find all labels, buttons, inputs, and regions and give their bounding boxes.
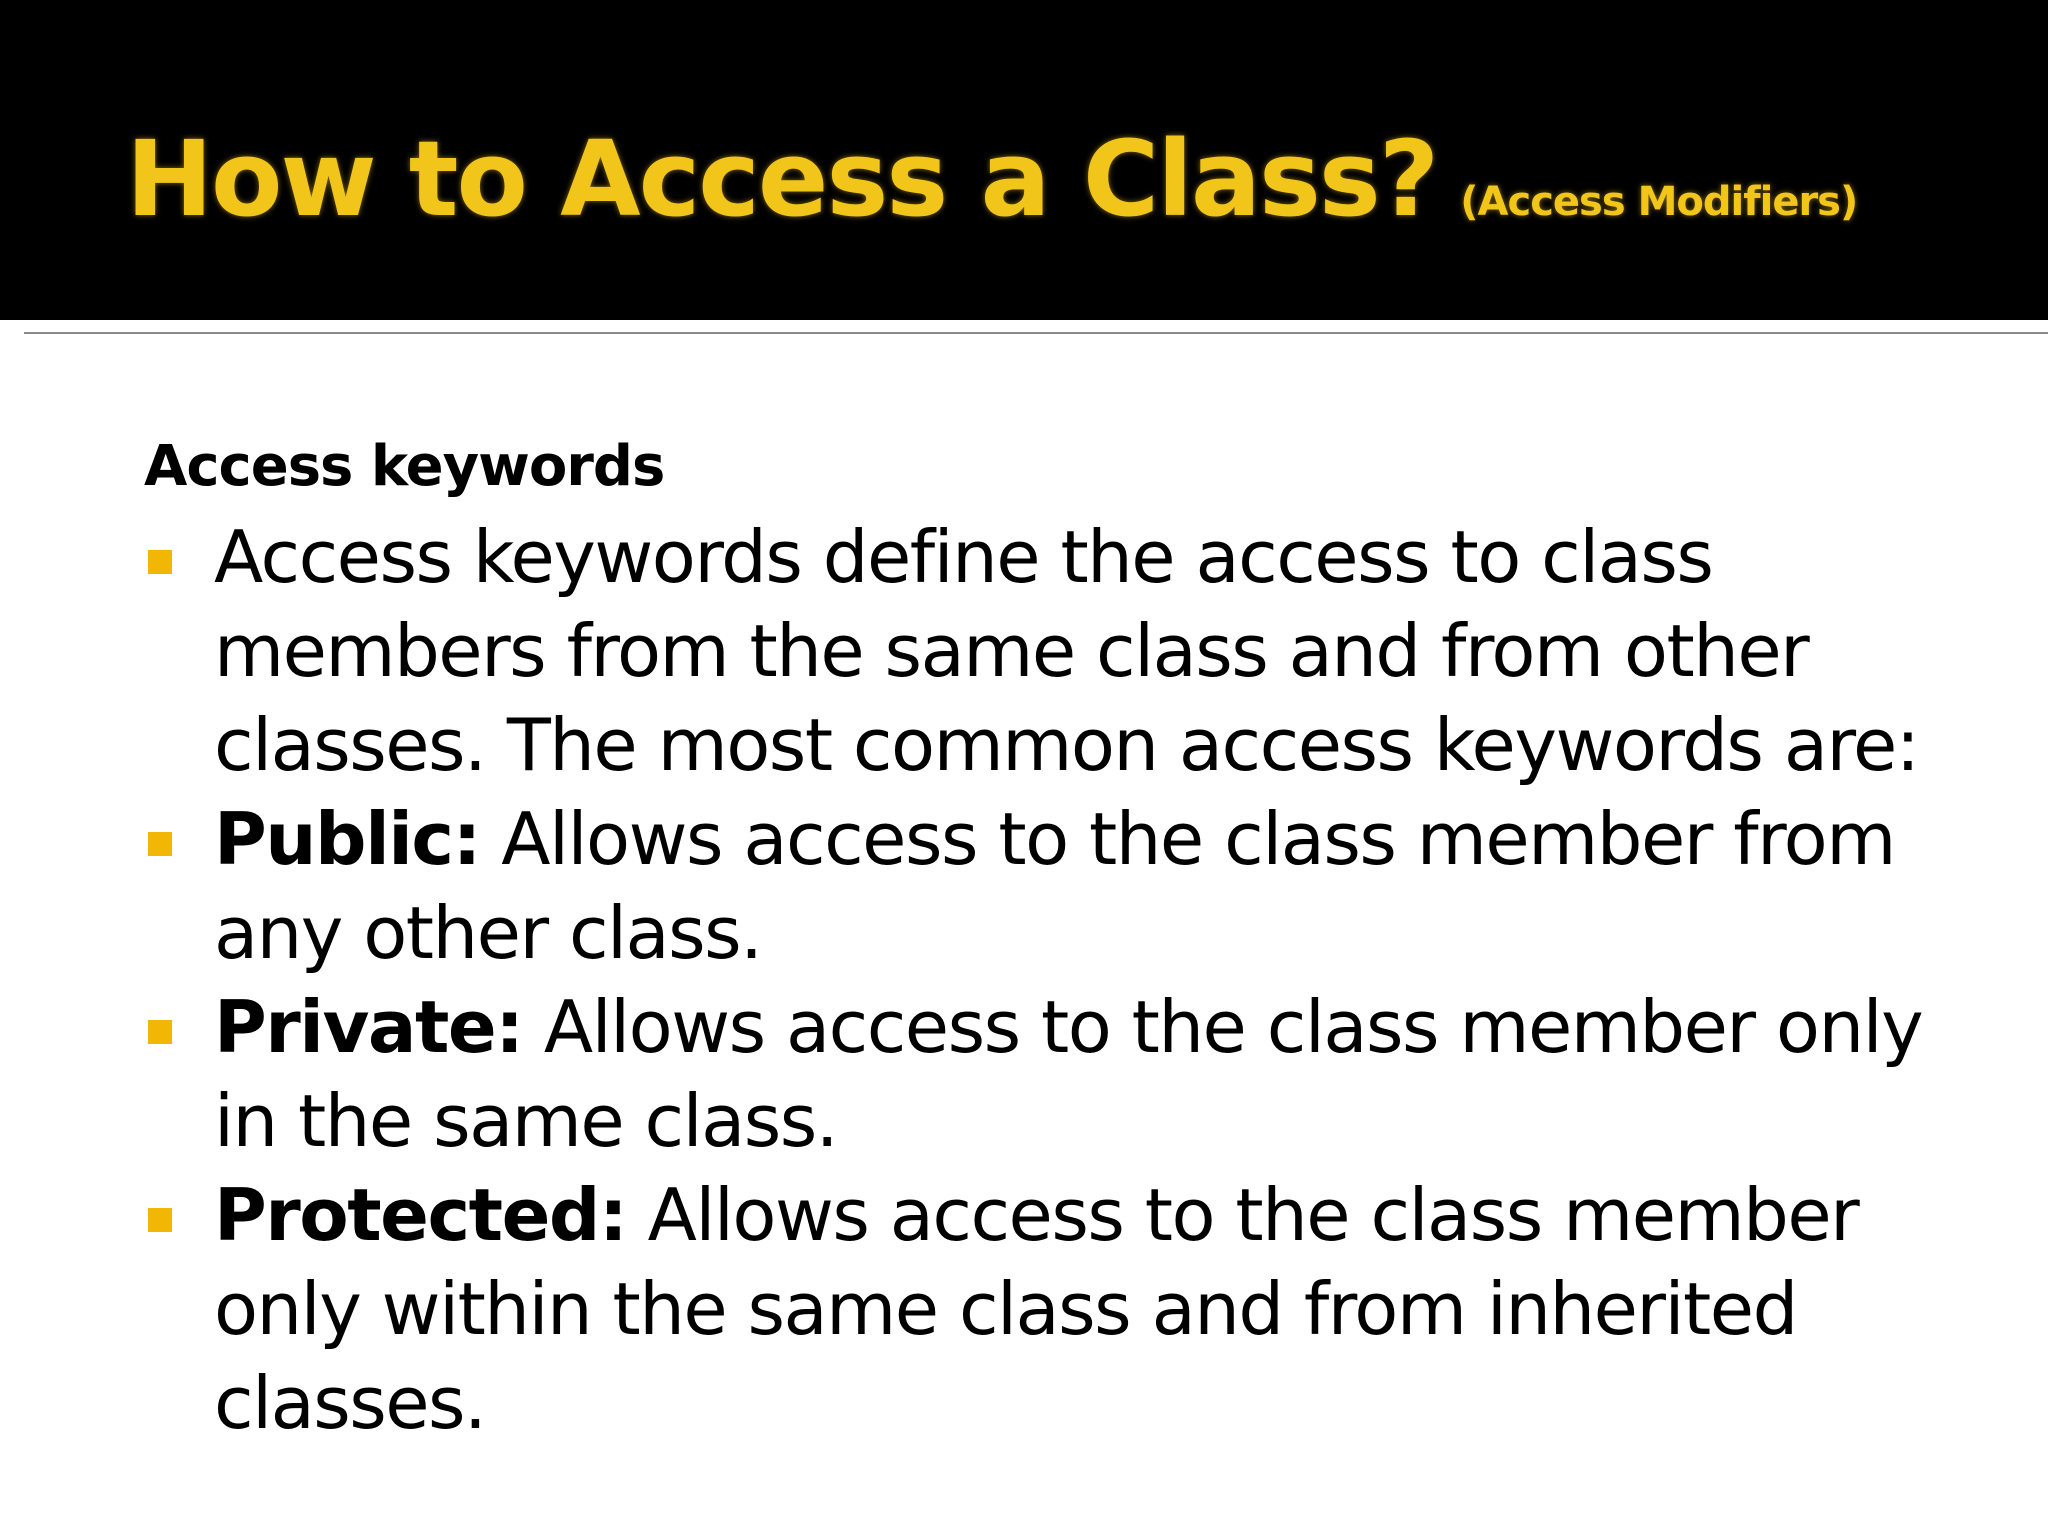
bullet-text: Access keywords define the access to class members from the same class and from other classes. The most common access keywords are: [214,515,1919,787]
square-bullet-icon [148,550,172,574]
title-subtitle: (Access Modifiers) [1460,179,1858,225]
slide-title [126,118,1857,240]
title-main: How to Access a Class? [126,118,1438,240]
bullet-list [144,510,2004,1450]
square-bullet-icon [148,1208,172,1232]
square-bullet-icon [148,1020,172,1044]
bullet-text: Allows access to the class member only in the same class. [214,985,1923,1163]
bullet-item-public [144,792,2004,980]
bullet-text: Allows access to the class member from any other class. [214,797,1895,975]
bullet-item-intro [144,510,2004,792]
title-bar [0,0,2048,320]
bullet-term: Private: [214,985,523,1069]
content-heading: Access keywords [144,434,665,499]
square-bullet-icon [148,832,172,856]
bullet-text: Allows access to the class member only within the same class and from inherited classes. [214,1173,1859,1445]
slide-content [144,424,2004,1450]
bullet-term: Protected: [214,1173,627,1257]
bullet-item-protected [144,1168,2004,1450]
title-divider [24,332,2048,334]
bullet-term: Public: [214,797,480,881]
bullet-item-private [144,980,2004,1168]
